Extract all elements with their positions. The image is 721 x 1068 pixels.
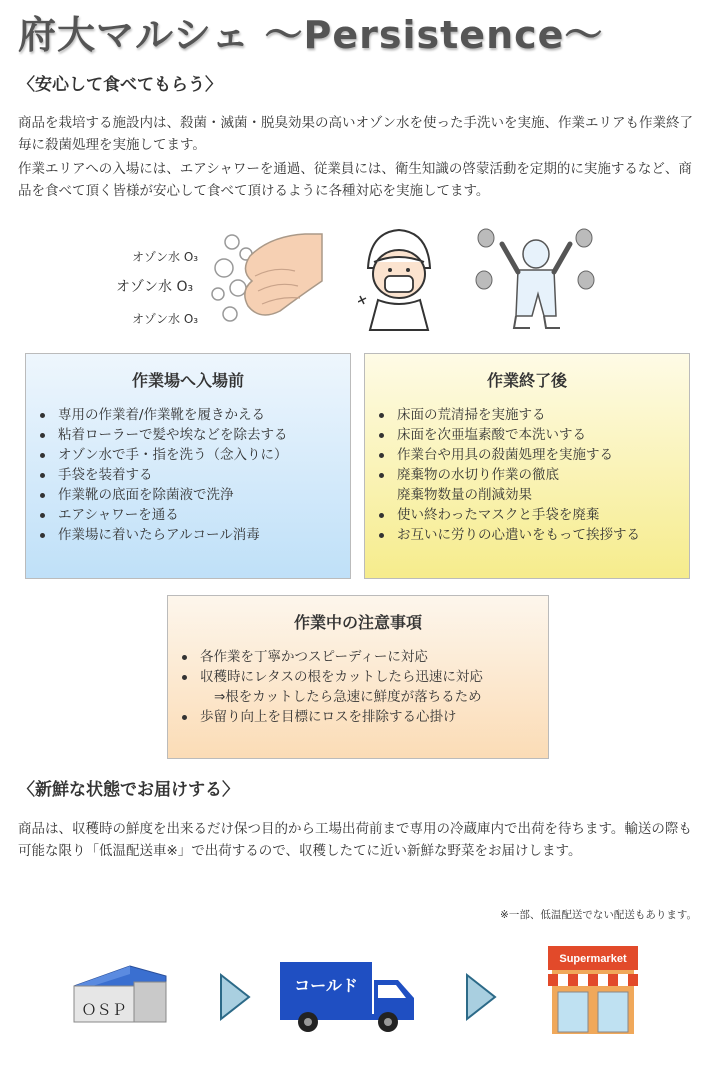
list-item: 収穫時にレタスの根をカットしたら迅速に対応	[180, 667, 548, 687]
list-item: オゾン水で手・指を洗う（念入りに）	[38, 445, 350, 465]
ozone-label-2: オゾン水 O₃	[116, 279, 194, 295]
before-entry-list	[26, 405, 350, 545]
supermarket-icon	[544, 944, 642, 1036]
delivery-footnote: ※一部、低温配送でない配送もあります。	[500, 909, 697, 921]
freshness-paragraph: 商品は、収穫時の鮮度を出来るだけ保つ目的から工場出荷前まで専用の冷蔵庫内で出荷を待ちます。輸送の際も可能な限り「低温配送車※」で出荷するので、収穫したてに近い新鮮な野菜をお届けします。	[18, 821, 692, 859]
store-label: Supermarket	[559, 953, 627, 965]
before-entry-box	[25, 353, 351, 579]
list-item-continuation: 廃棄物数量の削減効果	[397, 487, 532, 503]
list-item: 作業靴の底面を除菌液で洗浄	[38, 485, 350, 505]
list-item: 床面を次亜塩素酸で本洗いする	[377, 425, 689, 445]
list-item: お互いに労りの心遣いをもって挨拶する	[377, 525, 689, 545]
list-item: 廃棄物の水切り作業の徹底	[377, 465, 689, 485]
during-work-list	[168, 647, 548, 727]
safety-paragraph-1: 商品を栽培する施設内は、殺菌・滅菌・脱臭効果の高いオゾン水を使った手洗いを実施、作業エリアも作業終了毎に殺菌処理を実施してます。	[18, 115, 693, 153]
list-item-continuation: ⇒根をカットしたら急速に鮮度が落ちるため	[214, 689, 482, 705]
list-item: エアシャワーを通る	[38, 505, 350, 525]
during-work-box	[167, 595, 549, 759]
warehouse-icon	[70, 960, 170, 1026]
section-heading-safety: 〈安心して食べてもらう〉	[18, 75, 222, 95]
list-item: 専用の作業着/作業靴を履きかえる	[38, 405, 350, 425]
list-item: 作業場に着いたらアルコール消毒	[38, 525, 350, 545]
list-item: 歩留り向上を目標にロスを排除する心掛け	[180, 707, 548, 727]
list-item: 粘着ローラーで髪や埃などを除去する	[38, 425, 350, 445]
arrow-icon	[464, 972, 498, 1022]
warehouse-label: ＯＳＰ	[81, 1002, 127, 1019]
ozone-label-3: オゾン水 O₃	[132, 312, 199, 326]
section-heading-freshness: 〈新鮮な状態でお届けする〉	[18, 780, 239, 800]
list-item: 手袋を装着する	[38, 465, 350, 485]
list-item: 作業台や用具の殺菌処理を実施する	[377, 445, 689, 465]
during-work-title: 作業中の注意事項	[293, 613, 422, 632]
air-shower-illustration	[472, 224, 600, 336]
ozone-label-1: オゾン水 O₃	[132, 250, 199, 264]
list-item: 床面の荒清掃を実施する	[377, 405, 689, 425]
safety-paragraph-2: 作業エリアへの入場には、エアシャワーを通過、従業員には、衛生知識の啓蒙活動を定期的に実施するなど、商品を食べて頂く皆様が安心して食べて頂けるように各種対応を実施してます。	[18, 161, 692, 199]
arrow-icon	[218, 972, 252, 1022]
worker-in-cap-illustration	[358, 226, 440, 336]
after-work-box	[364, 353, 690, 579]
after-work-title: 作業終了後	[486, 371, 567, 390]
page-title: 府大マルシェ ～Persistence～	[18, 13, 604, 57]
hand-washing-illustration	[210, 226, 325, 336]
list-item: 使い終わったマスクと手袋を廃棄	[377, 505, 689, 525]
after-work-list	[365, 405, 689, 545]
before-entry-title: 作業場へ入場前	[131, 371, 244, 390]
truck-label: コールド	[294, 976, 358, 995]
refrigerated-truck-icon	[278, 958, 416, 1034]
list-item: 各作業を丁寧かつスピーディーに対応	[180, 647, 548, 667]
